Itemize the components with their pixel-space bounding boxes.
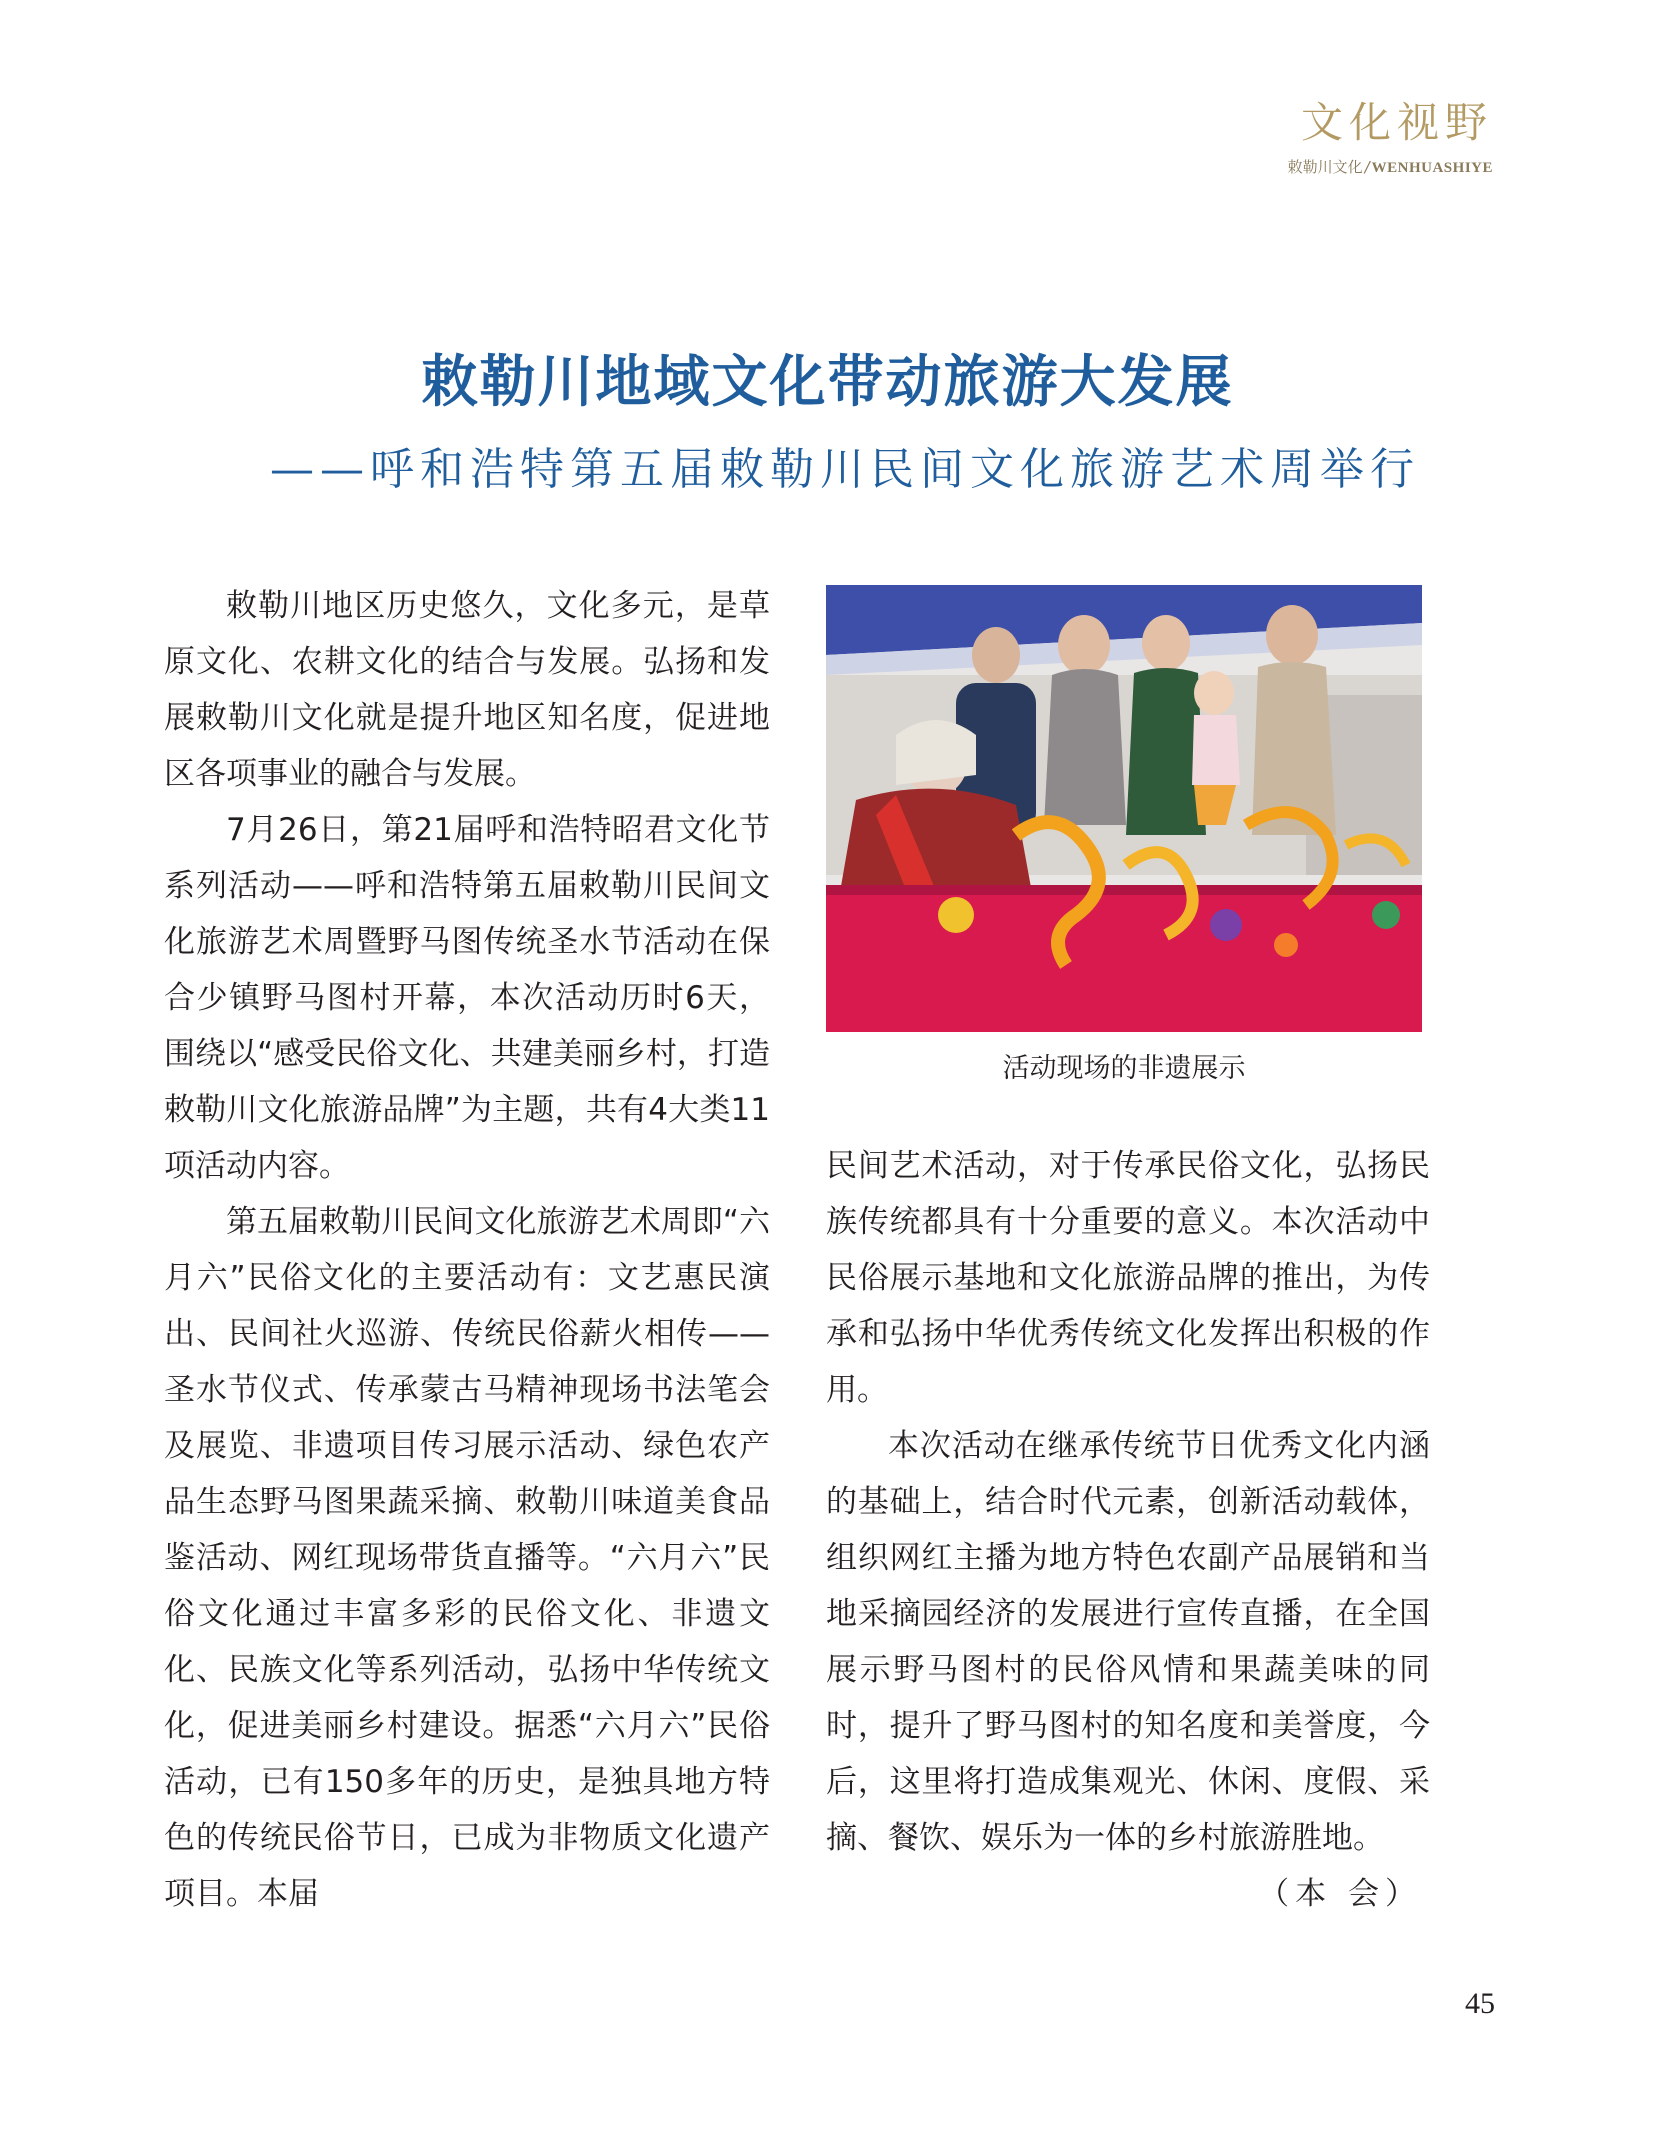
paragraph-2: 7月26日，第21届呼和浩特昭君文化节系列活动——呼和浩特第五届敕勒川民间文化旅游艺术周暨野马图传统圣水节活动在保合少镇野马图村开幕，本次活动历时6天，围绕以“感受民俗文化、共建美丽乡村，打造敕勒川文化旅游品牌”为主题，共有4大类11项活动内容。 (164, 812, 770, 1184)
article-subtitle: ——呼和浩特第五届敕勒川民间文化旅游艺术周举行 (270, 444, 1420, 495)
paragraph-3: 第五届敕勒川民间文化旅游艺术周即“六月六”民俗文化的主要活动有：文艺惠民演出、民间社火巡游、传统民俗薪火相传——圣水节仪式、传承蒙古马精神现场书法笔会及展览、非遗项目传习展示活动、绿色农产品生态野马图果蔬采摘、敕勒川味道美食品鉴活动、网红现场带货直播等。“六月六”民俗文化通过丰富多彩的民俗文化、非遗文化、民族文化等系列活动，弘扬中华传统文化，促进美丽乡村建设。据悉“六月六”民俗活动，已有150多年的历史，是独具地方特色的传统民俗节日，已成为非物质文化遗产项目。本届 (164, 1204, 770, 1912)
paragraph-1: 敕勒川地区历史悠久，文化多元，是草原文化、农耕文化的结合与发展。弘扬和发展敕勒川文化就是提升地区知名度，促进地区各项事业的融合与发展。 (164, 588, 770, 792)
photo-illustration (826, 585, 1422, 1032)
event-photo (826, 585, 1422, 1032)
section-header (1288, 100, 1493, 177)
section-subtitle (1288, 156, 1493, 177)
section-sub-slash: / (1364, 158, 1370, 177)
right-column (826, 1138, 1430, 1922)
left-column (164, 578, 770, 1922)
photo-caption: 活动现场的非遗展示 (1002, 1053, 1246, 1084)
article-title: 敕勒川地域文化带动旅游大发展 (421, 350, 1234, 415)
section-sub-cn: 敕勒川文化 (1287, 158, 1363, 177)
paragraph-5 (826, 1418, 1430, 1912)
page-number: 45 (1465, 1987, 1495, 2020)
section-title: 文化视野 (1300, 98, 1493, 147)
paragraph-4: 民间艺术活动，对于传承民俗文化，弘扬民族传统都具有十分重要的意义。本次活动中民俗展示基地和文化旅游品牌的推出，为传承和弘扬中华优秀传统文化发挥出积极的作用。 (826, 1148, 1430, 1408)
section-sub-en: WENHUASHIYE (1371, 160, 1493, 177)
paragraph-5-text: 本次活动在继承传统节日优秀文化内涵的基础上，结合时代元素，创新活动载体，组织网红主播为地方特色农副产品展销和当地采摘园经济的发展进行宣传直播，在全国展示野马图村的民俗风情和果蔬美味的同时，提升了野马图村的知名度和美誉度，今后，这里将打造成集观光、休闲、度假、采摘、餐饮、娱乐为一体的乡村旅游胜地。 (826, 1428, 1430, 1856)
author-signature: （本 会） (1258, 1876, 1422, 1912)
